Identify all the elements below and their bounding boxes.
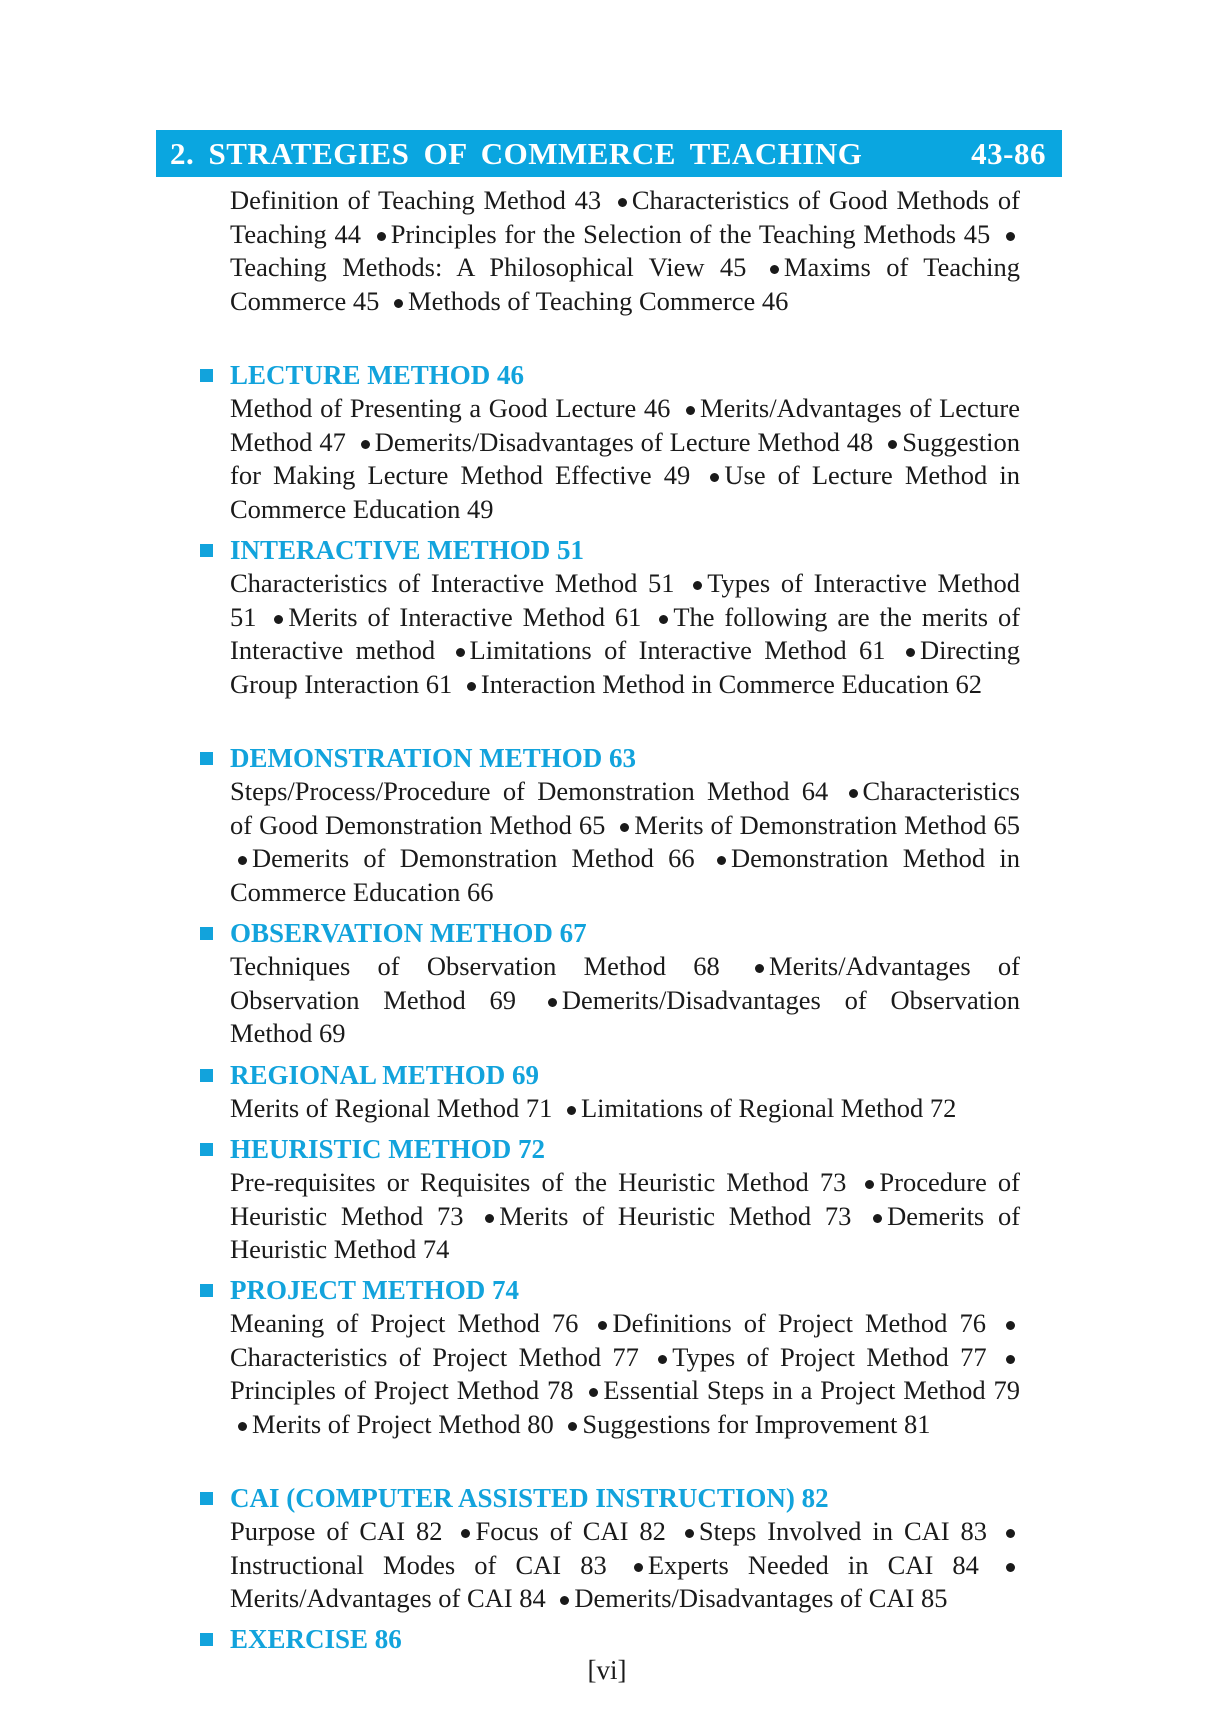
bullet-dot-icon [461,1529,470,1538]
bullet-dot-icon [873,1214,882,1223]
square-bullet-icon [200,1492,213,1505]
bullet-dot-icon [717,856,726,865]
toc-entry: Steps Involved in CAI 83 [698,1516,988,1546]
bullet-dot-icon [1006,1529,1015,1538]
toc-section-lecture [200,358,1020,526]
section-title: EXERCISE 86 [230,1623,402,1654]
toc-entry: Demerits/Disadvantages of Observation Method 69 [230,984,1021,1048]
toc-entry: Merits of Demonstration Method 65 [634,809,1021,840]
bullet-dot-icon [560,1596,569,1605]
toc-section-project [200,1273,1020,1441]
section-body [230,1515,1020,1616]
chapter-page-range: 43-86 [971,135,1046,171]
section-body [230,1092,1020,1126]
section-body [230,950,1020,1051]
toc-entry: Characteristics of Project Method 77 [230,1341,639,1372]
toc-section-interactive [200,533,1020,701]
section-body [230,1307,1020,1441]
section-title: INTERACTIVE METHOD 51 [230,534,585,565]
toc-entry: The following are the merits of Interactive method [230,601,1021,665]
square-bullet-icon [200,369,213,382]
bullet-dot-icon [710,473,719,482]
toc-section-cai [200,1481,1020,1616]
toc-entry: Maxims of Teaching Commerce 45 [230,252,1020,316]
toc-section-regional [200,1058,1020,1126]
toc-entry: Interaction Method in Commerce Education 62 [480,668,983,699]
toc-entry: Essential Steps in a Project Method 79 [603,1375,1020,1405]
bullet-dot-icon [658,1355,667,1364]
bullet-dot-icon [888,440,897,449]
toc-entry: Merits of Interactive Method 61 [288,601,642,632]
bullet-dot-icon [485,1214,494,1223]
bullet-dot-icon [1006,1563,1015,1572]
bullet-dot-icon [456,648,465,657]
toc-entry: Suggestions for Improvement 81 [582,1408,931,1439]
toc-entry: Purpose of CAI 82 [230,1516,443,1546]
toc-entry: Limitations of Regional Method 72 [581,1093,957,1123]
toc-entry: Characteristics of Good Demonstration Method 65 [230,776,1020,840]
section-title: REGIONAL METHOD 69 [230,1059,540,1090]
toc-entry: Limitations of Interactive Method 61 [469,635,886,665]
bullet-dot-icon [770,265,779,274]
bullet-dot-icon [467,682,476,691]
toc-entry: Demerits of Heuristic Method 74 [230,1200,1021,1264]
section-title: HEURISTIC METHOD 72 [230,1133,546,1164]
toc-section-observation [200,916,1020,1051]
bullet-dot-icon [849,789,858,798]
section-title: OBSERVATION METHOD 67 [230,917,587,948]
page-number: [vi] [587,1655,627,1685]
toc-entry: Use of Lecture Method in Commerce Education 49 [230,460,1020,524]
bullet-dot-icon [1006,1321,1015,1330]
toc-entry: Focus of CAI 82 [475,1516,666,1546]
bullet-dot-icon [238,856,247,865]
section-body [230,1166,1020,1267]
section-title: CAI (COMPUTER ASSISTED INSTRUCTION) 82 [230,1482,829,1513]
toc-section-demonstration [200,741,1020,909]
toc-entry: Method of Presenting a Good Lecture 46 [230,393,671,423]
chapter-header [156,130,1062,177]
toc-entry: Merits/Advantages of CAI 84 [230,1583,546,1613]
chapter-intro [230,184,1020,318]
square-bullet-icon [200,1143,213,1156]
toc-entry: Characteristics of Good Methods of Teaching 44 [230,185,1021,249]
section-title: DEMONSTRATION METHOD 63 [230,742,637,773]
bullet-dot-icon [686,406,695,415]
section-title: PROJECT METHOD 74 [230,1274,520,1305]
bullet-dot-icon [377,232,386,241]
bullet-dot-icon [685,1529,694,1538]
bullet-dot-icon [238,1422,247,1431]
section-body [230,392,1020,526]
toc-entry: Demerits of Demonstration Method 66 [252,843,695,873]
bullet-dot-icon [906,648,915,657]
toc-entry: Experts Needed in CAI 84 [647,1549,979,1580]
toc-section-heuristic [200,1132,1020,1267]
toc-entry: Merits of Heuristic Method 73 [499,1200,852,1231]
bullet-dot-icon [361,440,370,449]
bullet-dot-icon [589,1388,598,1397]
toc-entry: Instructional Modes of CAI 83 [230,1549,607,1580]
toc-entry: Characteristics of Interactive Method 51 [230,568,675,598]
section-title: LECTURE METHOD 46 [230,359,525,390]
square-bullet-icon [200,927,213,940]
bullet-dot-icon [548,998,557,1007]
toc-entry: Merits/Advantages of Lecture Method 47 [230,393,1020,457]
section-body [230,775,1020,909]
bullet-dot-icon [693,581,702,590]
toc-entry: Teaching Methods: A Philosophical View 45 [230,252,747,282]
section-body [230,567,1020,701]
toc-entry: Definitions of Project Method 76 [612,1308,986,1338]
toc-entry: Demerits/Disadvantages of CAI 85 [574,1583,948,1613]
bullet-dot-icon [620,823,629,832]
toc-entry: Types of Interactive Method 51 [230,568,1020,632]
bullet-dot-icon [618,198,627,207]
toc-entry: Steps/Process/Procedure of Demonstration Method 64 [230,776,829,806]
square-bullet-icon [200,1633,213,1646]
bullet-dot-icon [1006,232,1015,241]
bullet-dot-icon [659,615,668,624]
toc-entry: Meaning of Project Method 76 [230,1308,579,1338]
square-bullet-icon [200,1284,213,1297]
bullet-dot-icon [567,1106,576,1115]
bullet-dot-icon [598,1321,607,1330]
toc-entry: Principles for the Selection of the Teaching Methods 45 [390,218,991,249]
toc-entry: Merits/Advantages of Observation Method 69 [230,951,1021,1015]
toc-entry: Demerits/Disadvantages of Lecture Method 48 [374,426,874,457]
square-bullet-icon [200,752,213,765]
toc-entry: Suggestion for Making Lecture Method Effective 49 [230,426,1021,490]
toc-entry: Types of Project Method 77 [672,1341,987,1372]
toc-entry: Demonstration Method in Commerce Education 66 [230,843,1020,907]
square-bullet-icon [200,1069,213,1082]
toc-entry: Methods of Teaching Commerce 46 [408,285,789,316]
bullet-dot-icon [1006,1355,1015,1364]
bullet-dot-icon [865,1180,874,1189]
toc-entry: Pre-requisites or Requisites of the Heuristic Method 73 [230,1167,847,1197]
bullet-dot-icon [568,1422,577,1431]
toc-entry: Techniques of Observation Method 68 [230,951,720,981]
toc-entry: Procedure of Heuristic Method 73 [230,1167,1021,1231]
toc-entry: Definition of Teaching Method 43 [230,185,602,215]
bullet-dot-icon [755,964,764,973]
bullet-dot-icon [634,1563,643,1572]
toc-section-exercise [200,1622,1020,1656]
toc-entry: Directing Group Interaction 61 [230,635,1021,699]
square-bullet-icon [200,544,213,557]
toc-entry: Merits of Regional Method 71 [230,1093,553,1123]
bullet-dot-icon [394,299,403,308]
toc-entry: Merits of Project Method 80 [252,1408,554,1439]
chapter-title: 2. STRATEGIES OF COMMERCE TEACHING [170,135,863,171]
bullet-dot-icon [274,615,283,624]
toc-entry: Principles of Project Method 78 [230,1375,574,1405]
